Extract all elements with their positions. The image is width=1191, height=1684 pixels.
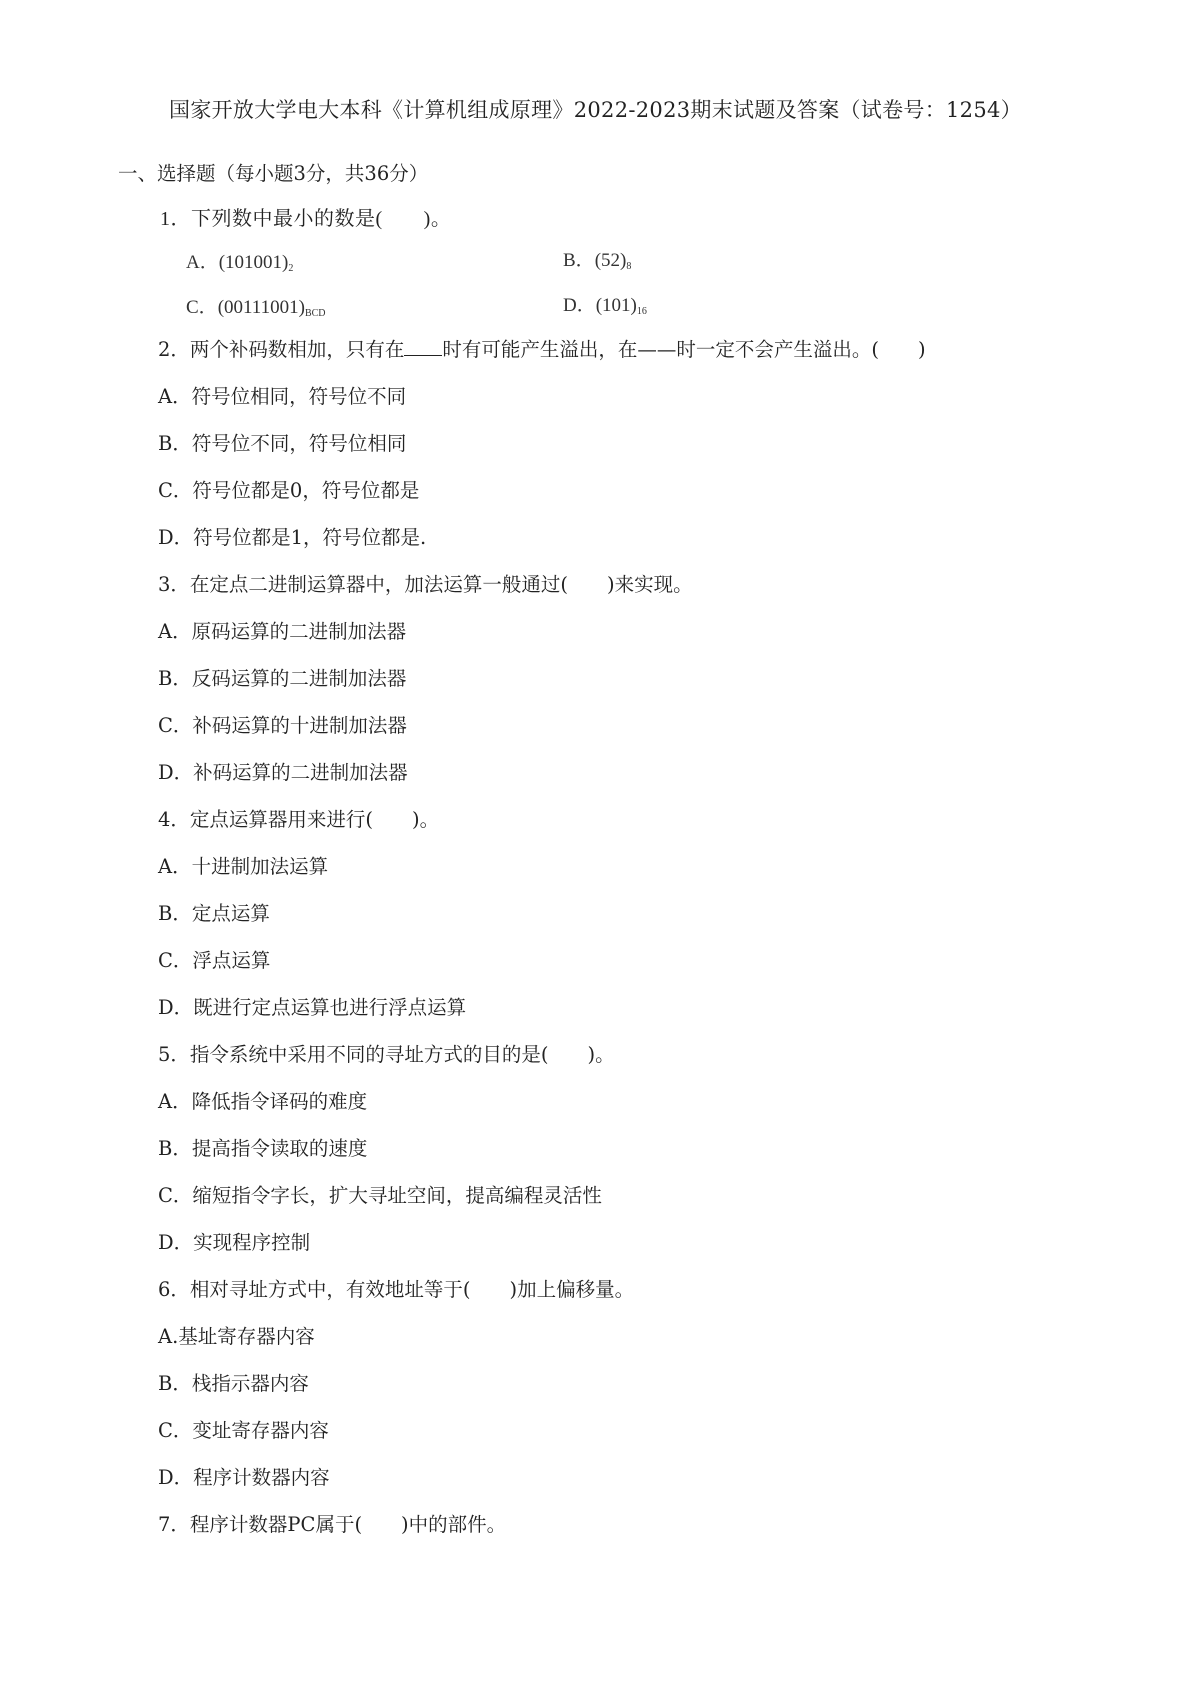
question-2-option-c: C．符号位都是0，符号位都是 [158, 479, 420, 502]
question-4-stem: 4．定点运算器用来进行( )。 [158, 808, 440, 831]
option-value: (52) [594, 250, 627, 271]
question-6-option-b: B．栈指示器内容 [158, 1372, 309, 1395]
question-3-option-b: B．反码运算的二进制加法器 [158, 667, 407, 690]
question-3-option-c: C．补码运算的十进制加法器 [158, 714, 407, 737]
option-value: (00111001) [217, 297, 305, 318]
question-1-option-a [186, 247, 293, 274]
option-base: 8 [626, 261, 632, 272]
question-1-option-d [563, 290, 647, 317]
question-4-option-b: B．定点运算 [158, 902, 270, 925]
question-5-stem: 5．指令系统中采用不同的寻址方式的目的是( )。 [158, 1043, 615, 1066]
question-1-stem: 1．下列数中最小的数是( )。 [160, 208, 452, 230]
question-5-option-a: A．降低指令译码的难度 [158, 1090, 368, 1113]
option-label: C． [186, 297, 218, 318]
question-4-option-a: A．十进制加法运算 [158, 855, 329, 878]
question-2-option-b: B．符号位不同，符号位相同 [158, 432, 407, 455]
question-2-stem [158, 334, 926, 362]
option-label: B． [563, 250, 595, 271]
question-3-option-a: A．原码运算的二进制加法器 [158, 620, 407, 643]
question-5-option-d: D．实现程序控制 [158, 1231, 311, 1254]
question-4-option-c: C．浮点运算 [158, 949, 271, 972]
section-heading: 一、选择题（每小题3分，共36分） [118, 162, 429, 185]
option-base: BCD [304, 308, 326, 319]
option-label: A． [186, 252, 219, 273]
question-1-option-b [563, 245, 631, 272]
option-base: 16 [636, 306, 647, 317]
option-label: D． [563, 295, 596, 316]
question-5-option-c: C．缩短指令字长，扩大寻址空间，提高编程灵活性 [158, 1184, 602, 1207]
question-3-stem: 3．在定点二进制运算器中，加法运算一般通过( )来实现。 [158, 573, 693, 596]
question-6-option-a: A.基址寄存器内容 [158, 1325, 315, 1348]
question-2-stem-before: 2．两个补码数相加，只有在 [158, 338, 405, 361]
question-6-option-d: D．程序计数器内容 [158, 1466, 330, 1489]
question-6-stem: 6．相对寻址方式中，有效地址等于( )加上偏移量。 [158, 1278, 635, 1301]
question-2-stem-after: 时有可能产生溢出，在——时一定不会产生溢出。( ) [442, 338, 926, 361]
question-3-option-d: D．补码运算的二进制加法器 [158, 761, 408, 784]
question-5-option-b: B．提高指令读取的速度 [158, 1137, 368, 1160]
answer-blank [404, 341, 442, 356]
question-1-option-c [186, 292, 326, 319]
question-6-option-c: C．变址寄存器内容 [158, 1419, 329, 1442]
question-2-option-a: A．符号位相同，符号位不同 [158, 385, 407, 408]
option-value: (101001) [218, 252, 289, 273]
question-4-option-d: D．既进行定点运算也进行浮点运算 [158, 996, 467, 1019]
question-7-stem: 7．程序计数器PC属于( )中的部件。 [158, 1513, 507, 1536]
document-title: 国家开放大学电大本科《计算机组成原理》2022-2023期末试题及答案（试卷号：1254） [169, 98, 1022, 122]
option-value: (101) [595, 295, 637, 316]
question-2-option-d: D．符号位都是1，符号位都是. [158, 526, 427, 549]
option-base: 2 [288, 263, 294, 274]
